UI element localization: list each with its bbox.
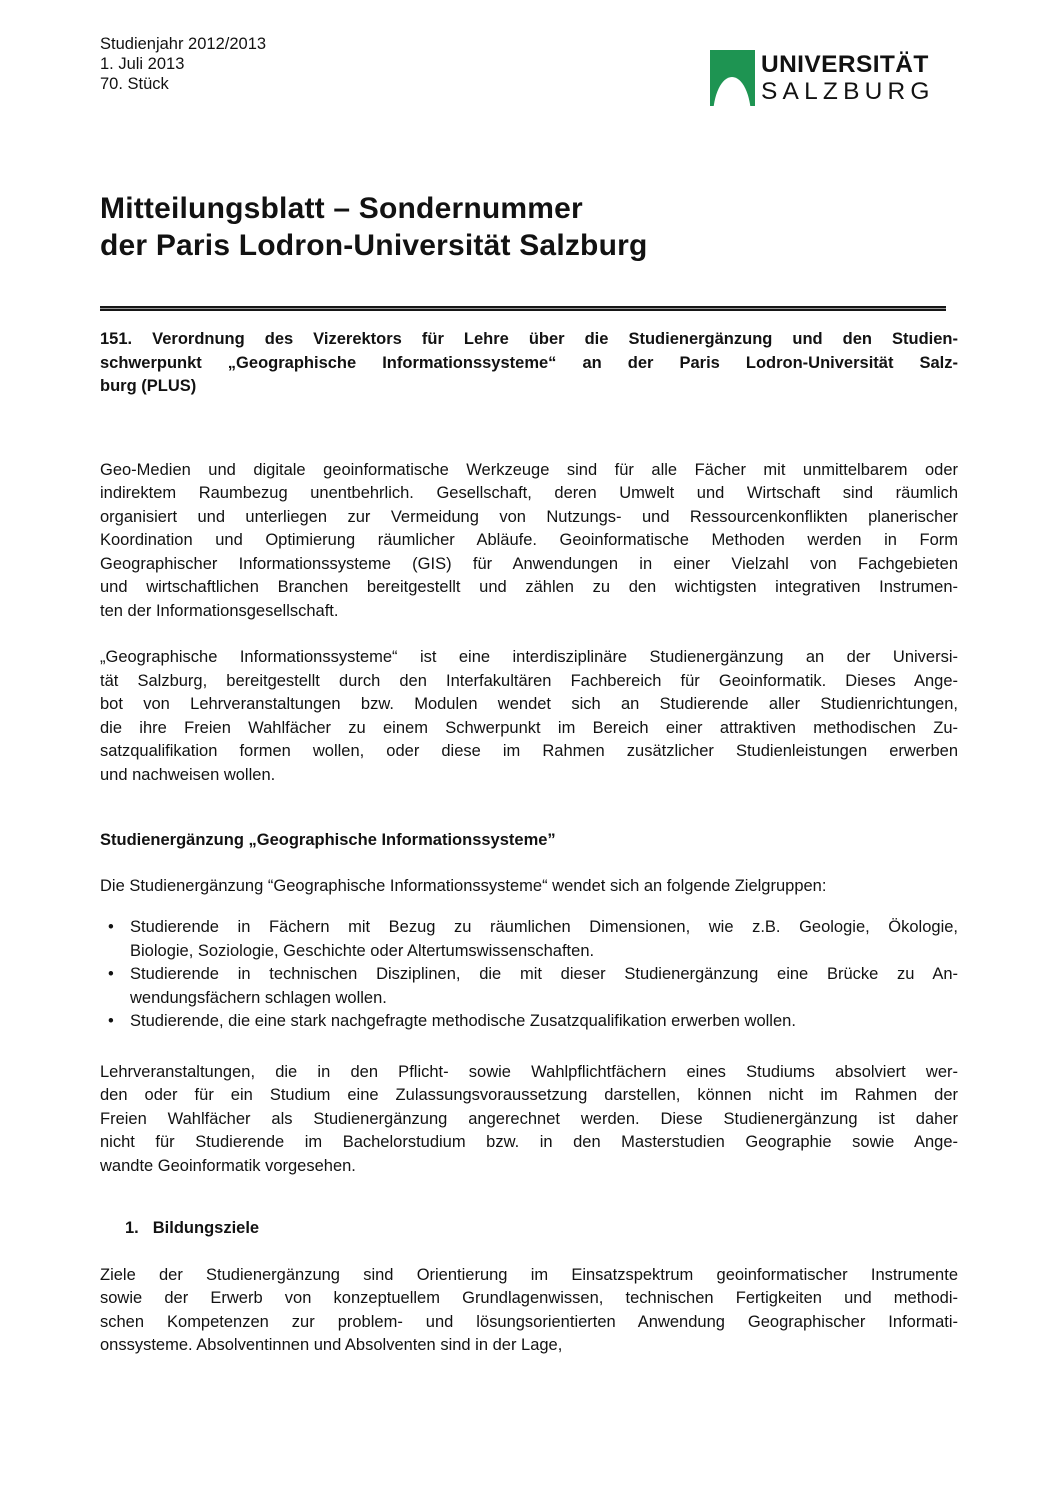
target-groups-list bbox=[100, 916, 958, 1034]
title-line-1: Mitteilungsblatt – Sondernummer bbox=[100, 192, 583, 225]
heading-text: Bildungsziele bbox=[152, 1219, 260, 1237]
logo-mark bbox=[710, 50, 755, 106]
logo-text bbox=[755, 50, 935, 106]
title-line-2: der Paris Lodron-Universität Salzburg bbox=[100, 229, 648, 262]
paragraph-ziele: Ziele der Studienergänzung sind Orientierung im Einsatzspektrum geoinformatischer Instrumente sowie der Erwerb von konzeptuellem Grundlagenwissen, technischen Fertigkeiten und methodi- schen Kompetenzen zur problem- und lösungsorientierten Anwendung Geographischer Informati- onssysteme. Absolventinnen und Absolventen sind in der Lage, bbox=[100, 1265, 958, 1354]
list-item-text: Studierende in technischen Disziplinen, die mit dieser Studienergänzung eine Brücke zu An- wendungsfächern schlagen wollen. bbox=[130, 965, 958, 1007]
bullet-icon: • bbox=[108, 1012, 114, 1030]
divider-rule bbox=[100, 306, 946, 311]
issue-line-date: 1. Juli 2013 bbox=[100, 55, 185, 73]
bullet-icon: • bbox=[108, 918, 114, 936]
bildungsziele-heading bbox=[100, 1217, 958, 1241]
heading-number: 1. bbox=[125, 1219, 139, 1237]
logo-word-salzburg: SALZBURG bbox=[761, 78, 935, 105]
section-heading-studienergaenzung: Studienergänzung „Geographische Informationssysteme” bbox=[100, 831, 556, 849]
logo-word-universitaet: UNIVERSITÄT bbox=[761, 51, 929, 78]
university-salzburg-logo bbox=[710, 50, 935, 106]
list-item bbox=[100, 963, 958, 1010]
bullet-icon: • bbox=[108, 965, 114, 983]
arch-icon bbox=[713, 77, 751, 106]
list-item bbox=[100, 916, 958, 963]
list-item bbox=[100, 1010, 958, 1034]
decree-heading-151: 151. Verordnung des Vizerektors für Lehre über die Studienergänzung und den Studien- schwerpunkt „Geographische Informationssysteme“ an der Paris Lodron-Universität Salz- burg (PLUS) bbox=[100, 330, 958, 395]
paragraph-interdisziplinaere-studienergaenzung: „Geographische Informationssysteme“ ist eine interdisziplinäre Studienergänzung an der Universi- tät Salzburg, bereitgestellt durch den Interfakultären Fachbereich für Geoinformatik. Dieses Ange- bot von Lehrveranstaltungen bzw. Modulen wendet sich an Studierende aller Studienrichtungen, die ihre Freien Wahlfächer zu einem Schwerpunkt im Bereich einer attraktiven methodischen Zu- satzqualifikation formen wollen, oder diese im Rahmen zusätzlicher Studienleistungen erwerben und nachweisen wollen. bbox=[100, 648, 958, 784]
list-item-text: Studierende in Fächern mit Bezug zu räumlichen Dimensionen, wie z.B. Geologie, Ökologie, Biologie, Soziologie, Geschichte oder Altertumswissenschaften. bbox=[130, 918, 958, 960]
paragraph-geo-medien: Geo-Medien und digitale geoinformatische Werkzeuge sind für alle Fächer mit unmittelbarem oder indirektem Raumbezug unentbehrlich. Gesellschaft, deren Umwelt und Wirtschaft sind räumlich organisiert und unterliegen zur Vermeidung von Nutzungs- und Ressourcenkonflikten planerischer Koordination und Optimierung räumlicher Abläufe. Geoinformatische Methoden werden in Form Geographischer Informationssysteme (GIS) für Anwendungen in einer Vielzahl von Fachgebieten und wirtschaftlichen Branchen bereitgestellt und zählen zu den wichtigsten integrativen Instrumen- ten der Informationsgesellschaft. bbox=[100, 460, 958, 620]
list-item-text: Studierende, die eine stark nachgefragte methodische Zusatzqualifikation erwerben wollen. bbox=[130, 1012, 796, 1030]
target-groups-intro: Die Studienergänzung “Geographische Informationssysteme“ wendet sich an folgende Zielgruppen: bbox=[100, 876, 827, 895]
paragraph-lehrveranstaltungen: Lehrveranstaltungen, die in den Pflicht- sowie Wahlpflichtfächern eines Studiums absolviert wer- den oder für ein Studium eine Zulassungsvoraussetzung darstellen, können nicht im Rahmen der Freien Wahlfächer als Studienergänzung angerechnet werden. Diese Studienergänzung ist daher nicht für Studierende im Bachelorstudium bzw. in den Masterstudien Geographie sowie Ange- wandte Geoinformatik vorgesehen. bbox=[100, 1062, 958, 1175]
issue-line-studienjahr: Studienjahr 2012/2013 bbox=[100, 35, 267, 53]
issue-line-stueck: 70. Stück bbox=[100, 75, 169, 93]
page-title bbox=[100, 190, 958, 264]
